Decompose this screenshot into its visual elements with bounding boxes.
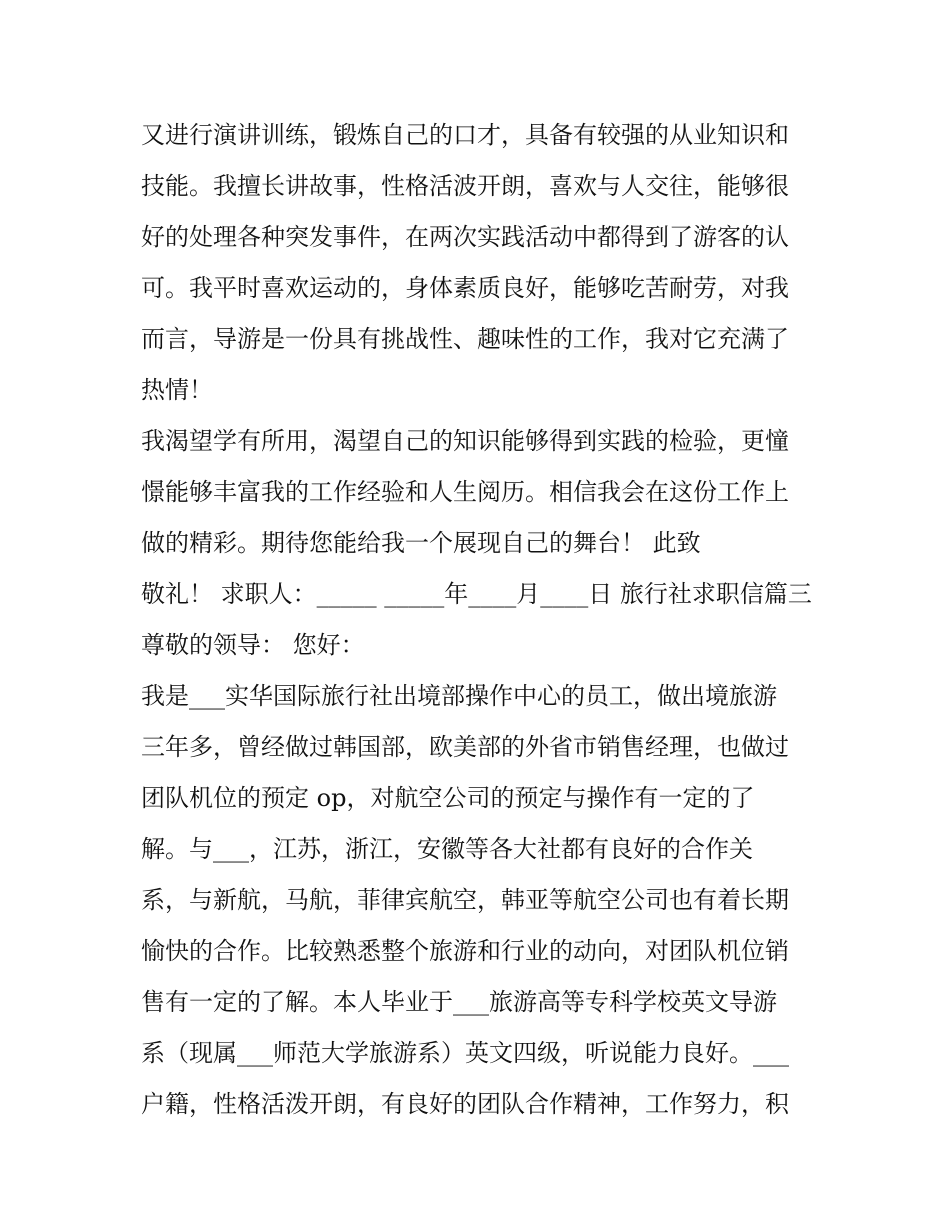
text-line: 系，与新航，马航，菲律宾航空，韩亚等航空公司也有着长期 [141,886,789,914]
text-line: 户籍，性格活泼开朗，有良好的团队合作精神，工作努力，积 [141,1090,789,1118]
text-line: 尊敬的领导： 您好： [141,631,365,659]
text-line: 好的处理各种突发事件，在两次实践活动中都得到了游客的认 [141,223,789,251]
text-line: 系（现属___师范大学旅游系）英文四级，听说能力良好。___ [141,1039,789,1067]
text-line: 做的精彩。期待您能给我一个展现自己的舞台！ 此致 [141,529,701,557]
text-line: 而言，导游是一份具有挑战性、趣味性的工作，我对它充满了 [141,325,789,353]
text-line: 我渴望学有所用，渴望自己的知识能够得到实践的检验，更憧 [141,427,789,455]
text-line: 可。我平时喜欢运动的，身体素质良好，能够吃苦耐劳，对我 [141,274,789,302]
text-line: 售有一定的了解。本人毕业于___旅游高等专科学校英文导游 [141,988,777,1016]
text-line: 憬能够丰富我的工作经验和人生阅历。相信我会在这份工作上 [141,478,789,506]
text-line: 团队机位的预定 op，对航空公司的预定与操作有一定的了 [141,784,755,812]
text-line: 我是___实华国际旅行社出境部操作中心的员工，做出境旅游 [141,682,777,710]
text-line: 三年多，曾经做过韩国部，欧美部的外省市销售经理，也做过 [141,733,789,761]
text-line: 解。与___，江苏，浙江，安徽等各大社都有良好的合作关 [141,835,753,863]
text-line: 技能。我擅长讲故事，性格活波开朗，喜欢与人交往，能够很 [141,172,789,200]
text-line: 愉快的合作。比较熟悉整个旅游和行业的动向，对团队机位销 [141,937,789,965]
text-line: 敬礼！ 求职人：_____ _____年____月____日 旅行社求职信篇三 [141,580,812,608]
body-text [141,110,813,1130]
text-line: 热情！ [141,376,213,404]
text-line: 又进行演讲训练，锻炼自己的口才，具备有较强的从业知识和 [141,121,789,149]
